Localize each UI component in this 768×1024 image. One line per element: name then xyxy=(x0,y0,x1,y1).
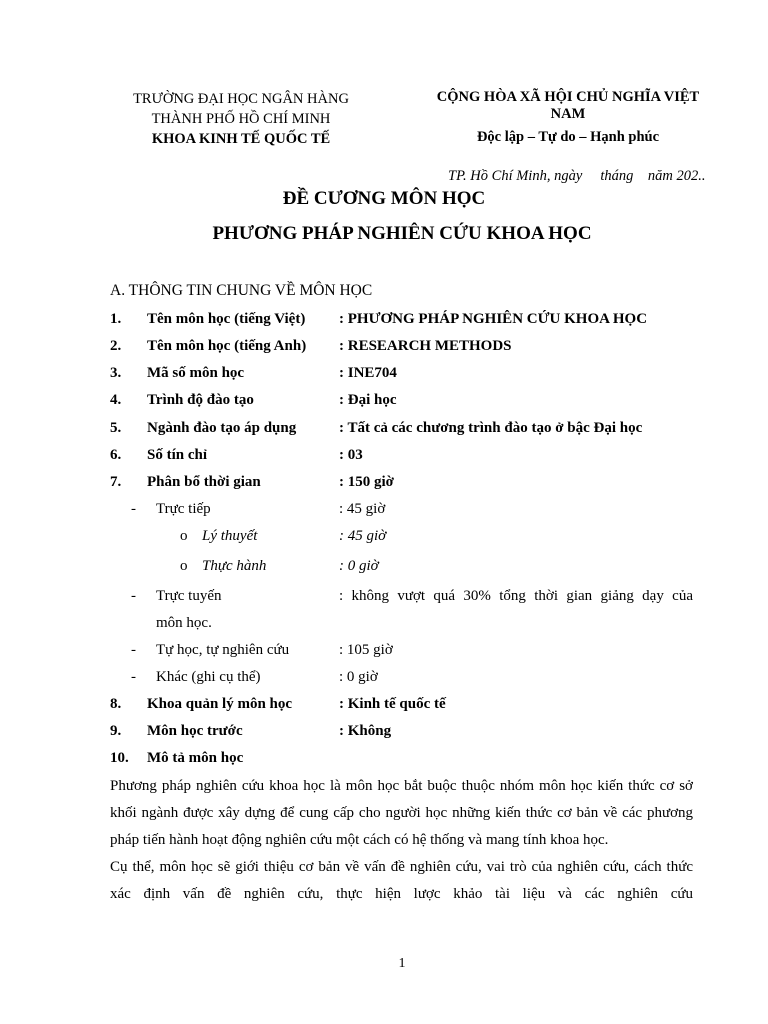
course-description xyxy=(110,773,693,908)
row-value: : Không xyxy=(339,723,392,739)
dash-marker: - xyxy=(131,501,136,517)
row-number: 6. xyxy=(110,447,122,463)
row-value: : 45 giờ xyxy=(339,501,386,517)
circle-bullet: o xyxy=(180,528,188,544)
row-number: 2. xyxy=(110,338,122,354)
section-a-heading: A. THÔNG TIN CHUNG VỀ MÔN HỌC xyxy=(110,282,373,299)
row-value: : 150 giờ xyxy=(339,474,394,490)
row-value: : 03 xyxy=(339,447,363,463)
national-motto: Độc lập – Tự do – Hạnh phúc xyxy=(476,129,660,145)
row-number: 10. xyxy=(110,750,129,766)
row-label: Lý thuyết xyxy=(202,528,258,544)
country-name-line2: NAM xyxy=(550,106,586,122)
row-value: : PHƯƠNG PHÁP NGHIÊN CỨU KHOA HỌC xyxy=(339,311,648,327)
row-label: Mô tả môn học xyxy=(147,750,244,766)
university-name: TRƯỜNG ĐẠI HỌC NGÂN HÀNG xyxy=(133,91,349,107)
row-value: : Tất cả các chương trình đào tạo ở bậc Đại học xyxy=(339,420,643,436)
row-number: 7. xyxy=(110,474,122,490)
row-value: : không vượt quá 30% tổng thời gian giảng dạy của xyxy=(339,588,693,604)
row-label: Khoa quản lý môn học xyxy=(147,696,293,712)
description-paragraph-2: Cụ thể, môn học sẽ giới thiệu cơ bản về vấn đề nghiên cứu, vai trò của nghiên cứu, cách thức xác định vấn đề nghiên cứu, thực hiện lược khảo tài liệu và các nghiên cứu xyxy=(110,859,693,902)
continuation-text: môn học. xyxy=(156,615,212,631)
row-number: 8. xyxy=(110,696,122,712)
row-label: Mã số môn học xyxy=(147,365,245,381)
circle-bullet: o xyxy=(180,558,188,574)
row-label: Trình độ đào tạo xyxy=(147,392,254,408)
row-value: : INE704 xyxy=(339,365,397,381)
document-title: ĐỀ CƯƠNG MÔN HỌC xyxy=(282,188,486,209)
row-value: : 0 giờ xyxy=(339,669,378,685)
faculty-name: KHOA KINH TẾ QUỐC TẾ xyxy=(151,131,331,147)
row-number: 5. xyxy=(110,420,122,436)
row-value: : 0 giờ xyxy=(339,558,379,574)
row-label: Trực tiếp xyxy=(156,501,211,517)
country-name-line1: CỘNG HÒA XÃ HỘI CHỦ NGHĨA VIỆT xyxy=(436,89,700,105)
row-label: Tên môn học (tiếng Anh) xyxy=(147,338,307,354)
row-label: Tên môn học (tiếng Việt) xyxy=(147,311,306,327)
row-label: Số tín chỉ xyxy=(147,447,208,463)
row-value: : RESEARCH METHODS xyxy=(339,338,512,354)
page-number: 1 xyxy=(398,956,406,971)
course-title: PHƯƠNG PHÁP NGHIÊN CỨU KHOA HỌC xyxy=(212,223,592,244)
row-label: Khác (ghi cụ thể) xyxy=(156,669,261,685)
row-label: Ngành đào tạo áp dụng xyxy=(147,420,297,436)
row-value: : 105 giờ xyxy=(339,642,393,658)
row-number: 1. xyxy=(110,311,122,327)
row-label: Môn học trước xyxy=(147,723,243,739)
row-label: Thực hành xyxy=(202,558,267,574)
row-number: 9. xyxy=(110,723,122,739)
university-header xyxy=(110,89,372,149)
row-value: : Kinh tế quốc tế xyxy=(339,696,446,712)
dash-marker: - xyxy=(131,642,136,658)
row-number: 4. xyxy=(110,392,122,408)
time-online-row xyxy=(110,583,693,610)
university-city: THÀNH PHỐ HỒ CHÍ MINH xyxy=(151,111,331,127)
description-paragraph-1: Phương pháp nghiên cứu khoa học là môn học bắt buộc thuộc nhóm môn học kiến thức cơ sở khối ngành được xây dựng để cung cấp cho người học những kiến thức cơ bản về các phương pháp tiến hành hoạt động nghiên cứu một cách có hệ thống và mang tính khoa học. xyxy=(110,778,693,848)
row-value: : 45 giờ xyxy=(339,528,387,544)
row-value: : Đại học xyxy=(339,392,397,408)
dash-marker: - xyxy=(131,588,136,604)
national-motto-header xyxy=(418,89,718,147)
date-line: TP. Hồ Chí Minh, ngày tháng năm 202.. xyxy=(448,168,706,184)
row-number: 3. xyxy=(110,365,122,381)
row-label: Trực tuyến xyxy=(156,588,222,604)
row-label: Tự học, tự nghiên cứu xyxy=(156,642,290,658)
row-label: Phân bổ thời gian xyxy=(147,474,261,490)
dash-marker: - xyxy=(131,669,136,685)
